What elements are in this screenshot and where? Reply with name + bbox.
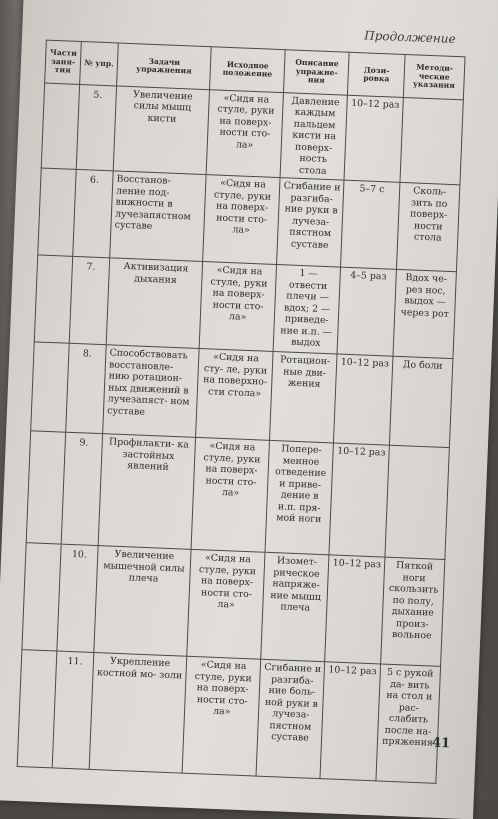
table-row bbox=[31, 342, 453, 448]
header-start-position: Исходное положение bbox=[210, 47, 286, 93]
method-notes: 5 с рукой да- вить на стол и рас- слабить после на- пряжения bbox=[376, 664, 441, 783]
exercise-number: 8. bbox=[66, 344, 107, 434]
header-description: Описание упражне- ния bbox=[284, 50, 350, 96]
phase-cell bbox=[41, 83, 79, 170]
exercise-number: 7. bbox=[69, 257, 110, 345]
table-row bbox=[17, 650, 440, 784]
exercise-task: Активизация дыхания bbox=[106, 258, 202, 349]
exercise-task: Увеличение силы мышц кисти bbox=[113, 86, 209, 175]
exercise-description: Сгибание и разгиба- ние руки в лучеза- пястном суставе bbox=[277, 178, 344, 267]
exercise-number: 9. bbox=[61, 432, 103, 545]
page-number: 41 bbox=[431, 735, 451, 752]
exercise-task: Укрепление костной мо- золи bbox=[89, 653, 186, 774]
dosage: 10–12 раз bbox=[320, 662, 380, 781]
method-notes: До боли bbox=[389, 357, 452, 448]
phase-cell bbox=[31, 342, 70, 432]
exercise-description: Сгибание и разгиба- ние боль- ной руки в лучеза- пястном суставе bbox=[256, 659, 325, 778]
header-dosage: Дози- ровка bbox=[348, 52, 405, 97]
start-position: «Сидя на стуле, руки на поверх- ности сто- ла» bbox=[187, 550, 266, 660]
table-row bbox=[22, 543, 445, 667]
exercise-task: Увеличение мышечной силы плеча bbox=[94, 546, 191, 657]
phase-cell bbox=[22, 543, 61, 651]
start-position: «Сидя на стуле, руки на поверх- ности сто- ла» bbox=[191, 438, 270, 553]
table-row bbox=[41, 83, 463, 185]
start-position: «Сидя на стуле, руки на поверх- ности сто- ла» bbox=[199, 262, 277, 352]
start-position: «Сидя на стуле, руки на поверх- ности сто- ла» bbox=[203, 175, 281, 265]
exercise-number: 6. bbox=[73, 170, 114, 258]
phase-cell bbox=[17, 650, 57, 768]
exercise-description: Попере- менное отведение и приве- дение в и.п. пря- мой ноги bbox=[265, 441, 333, 555]
method-notes bbox=[385, 445, 449, 559]
dosage: 10–12 раз bbox=[325, 555, 385, 664]
dosage: 10–12 раз bbox=[344, 95, 403, 182]
method-notes: Сколь- зить по поверх- ности стола bbox=[397, 183, 460, 272]
dosage: 5–7 с bbox=[341, 180, 400, 269]
exercise-description: Изомет- рическое напряже- ние мышц плеча bbox=[261, 553, 329, 662]
method-notes: Пяткой ноги скользить по полу, дыхание произ- вольное bbox=[381, 557, 445, 666]
exercise-description: 1 — отвести плечи — вдох; 2 — приведе- ние и.п. — выдох bbox=[273, 265, 340, 354]
method-notes bbox=[400, 97, 463, 185]
method-notes: Вдох че- рез нос, выдох — через рот bbox=[393, 270, 456, 359]
start-position: «Сидя на стуле, руки на поверх- ности сто- ла» bbox=[206, 90, 284, 178]
exercise-description: Давление каждым пальцем кисти на поверх- ность стола bbox=[280, 93, 347, 181]
exercise-task: Восстанов- ление под- вижности в лучезапястном суставе bbox=[110, 171, 206, 262]
exercise-task: Способствовать восстановле- нию ротацион- ных движений в лучезапяст- ном суставе bbox=[103, 345, 199, 438]
table-row bbox=[34, 255, 456, 359]
dosage: 10–12 раз bbox=[329, 443, 389, 557]
start-position: «Сидя на стуле, руки на поверх- ности сто- ла» bbox=[182, 657, 261, 777]
exercise-number: 10. bbox=[57, 544, 98, 652]
exercise-table bbox=[17, 40, 466, 785]
continuation-caption: Продолжение bbox=[364, 28, 456, 47]
phase-cell bbox=[38, 168, 77, 256]
phase-cell bbox=[34, 255, 73, 343]
exercise-task: Профилакти- ка застойных явлений bbox=[98, 434, 195, 550]
header-phase: Части заня- тия bbox=[45, 40, 82, 84]
exercise-number: 5. bbox=[76, 84, 117, 171]
phase-cell bbox=[26, 431, 66, 544]
table-row bbox=[26, 431, 449, 560]
dosage: 10–12 раз bbox=[334, 354, 393, 445]
header-task: Задачи упражнения bbox=[117, 43, 212, 90]
exercise-number: 11. bbox=[52, 651, 94, 769]
header-notes: Методи- ческие указания bbox=[403, 54, 465, 99]
dosage: 4–5 раз bbox=[337, 267, 396, 356]
exercise-description: Ротацион- ные дви- жения bbox=[270, 352, 338, 443]
table-row bbox=[38, 168, 460, 272]
header-number: № упр. bbox=[80, 41, 119, 85]
start-position: «Сидя на сту- ле, руки на поверхно- сти стола» bbox=[196, 349, 274, 441]
